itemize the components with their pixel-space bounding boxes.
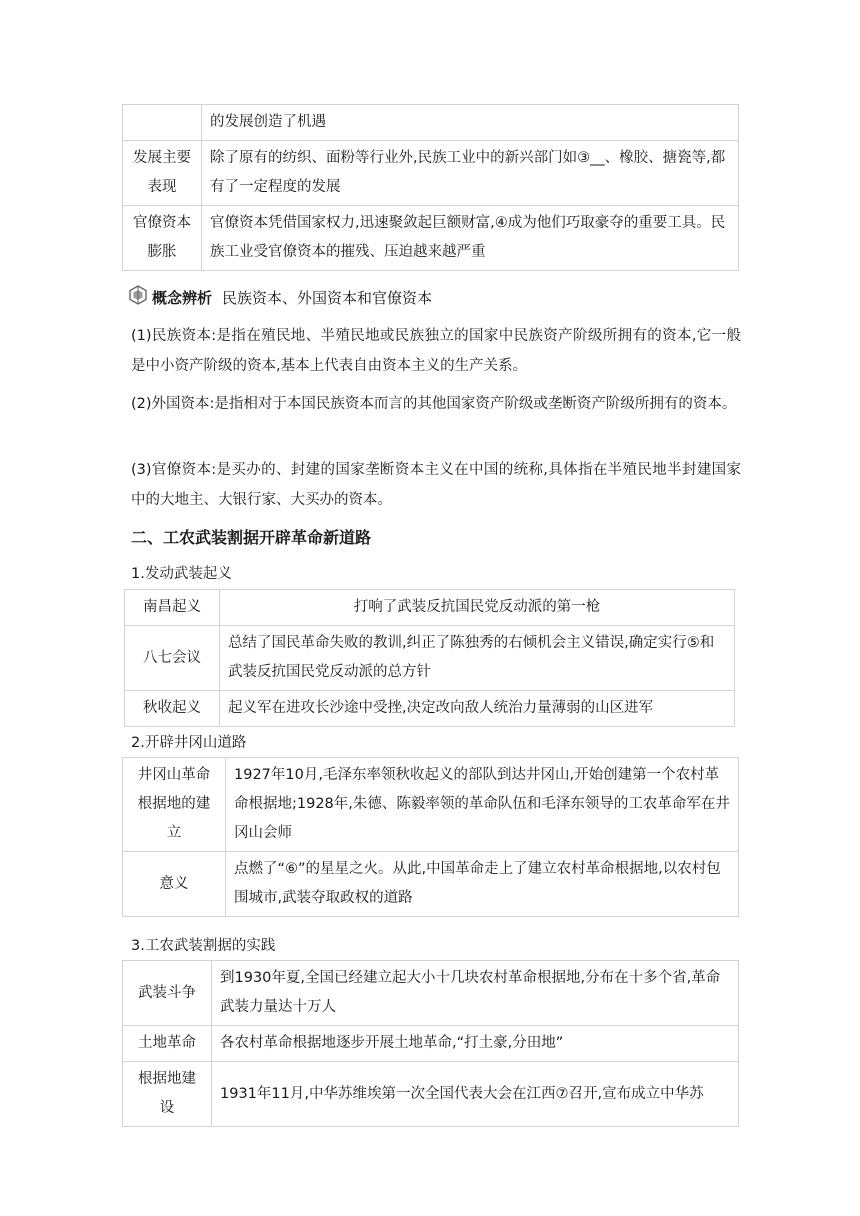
concept-paragraph: (2)外国资本:是指相对于本国民族资本而言的其他国家资产阶级或垄断资产阶级所拥有的资本。 xyxy=(131,396,737,412)
table-row xyxy=(123,758,739,852)
row-content: 打响了武装反抗国民党反动派的第一枪 xyxy=(220,590,735,626)
table-row xyxy=(123,961,739,1026)
row-content: 点燃了“⑥”的星星之火。从此,中国革命走上了建立农村革命根据地,以农村包围城市,武装夺取政权的道路 xyxy=(226,852,739,917)
row-content: 总结了国民革命失败的教训,纠正了陈独秀的右倾机会主义错误,确定实行⑤和武装反抗国民党反动派的总方针 xyxy=(220,626,735,691)
concept-heading xyxy=(128,286,432,308)
section-heading: 二、工农武装割据开辟革命新道路 xyxy=(131,528,372,547)
table-national-industry xyxy=(122,104,739,271)
concept-paragraph: (1)民族资本:是指在殖民地、半殖民地或民族独立的国家中民族资产阶级所拥有的资本,它一般是中小资产阶级的资本,基本上代表自由资本主义的生产关系。 xyxy=(131,328,741,374)
row-content: 除了原有的纺织、面粉等行业外,民族工业中的新兴部门如③__、橡胶、搪瓷等,都有了一定程度的发展 xyxy=(202,141,739,206)
table-armed-separatism xyxy=(122,960,739,1127)
concept-icon xyxy=(128,285,148,309)
row-content: 各农村革命根据地逐步开展土地革命,“打土豪,分田地” xyxy=(212,1026,739,1062)
row-label: 八七会议 xyxy=(125,626,220,691)
row-label: 土地革命 xyxy=(123,1026,212,1062)
concept-title: 概念辨析 xyxy=(152,288,213,307)
table-row xyxy=(123,1062,739,1127)
table-row xyxy=(123,141,739,206)
table-jinggangshan xyxy=(122,757,739,917)
concept-paragraph: (3)官僚资本:是买办的、封建的国家垄断资本主义在中国的统称,具体指在半殖民地半封建国家中的大地主、大银行家、大买办的资本。 xyxy=(131,462,741,508)
table-row xyxy=(125,626,735,691)
table-row xyxy=(123,206,739,271)
row-content: 官僚资本凭借国家权力,迅速聚敛起巨额财富,④成为他们巧取豪夺的重要工具。民族工业受官僚资本的摧残、压迫越来越严重 xyxy=(202,206,739,271)
table-armed-uprisings xyxy=(124,589,735,727)
row-label: 南昌起义 xyxy=(125,590,220,626)
table-row xyxy=(125,590,735,626)
table-row xyxy=(125,691,735,727)
subsection-heading: 3.工农武装割据的实践 xyxy=(131,938,276,954)
concept-subtitle: 民族资本、外国资本和官僚资本 xyxy=(222,288,433,307)
table-row xyxy=(123,105,739,141)
row-label: 官僚资本膨胀 xyxy=(123,206,202,271)
row-content: 1931年11月,中华苏维埃第一次全国代表大会在江西⑦召开,宣布成立中华苏 xyxy=(212,1062,739,1127)
row-content: 1927年10月,毛泽东率领秋收起义的部队到达井冈山,开始创建第一个农村革命根据地;1928年,朱德、陈毅率领的革命队伍和毛泽东领导的工农革命军在井冈山会师 xyxy=(226,758,739,852)
row-label: 秋收起义 xyxy=(125,691,220,727)
row-content: 的发展创造了机遇 xyxy=(202,105,739,141)
row-label: 根据地建设 xyxy=(123,1062,212,1127)
row-label xyxy=(123,105,202,141)
subsection-heading: 1.发动武装起义 xyxy=(131,566,232,582)
subsection-heading: 2.开辟井冈山道路 xyxy=(131,735,247,751)
row-label: 井冈山革命根据地的建立 xyxy=(123,758,226,852)
table-row xyxy=(123,852,739,917)
row-content: 起义军在进攻长沙途中受挫,决定改向敌人统治力量薄弱的山区进军 xyxy=(220,691,735,727)
row-label: 武装斗争 xyxy=(123,961,212,1026)
row-content: 到1930年夏,全国已经建立起大小十几块农村革命根据地,分布在十多个省,革命武装力量达十万人 xyxy=(212,961,739,1026)
table-row xyxy=(123,1026,739,1062)
row-label: 发展主要表现 xyxy=(123,141,202,206)
row-label: 意义 xyxy=(123,852,226,917)
